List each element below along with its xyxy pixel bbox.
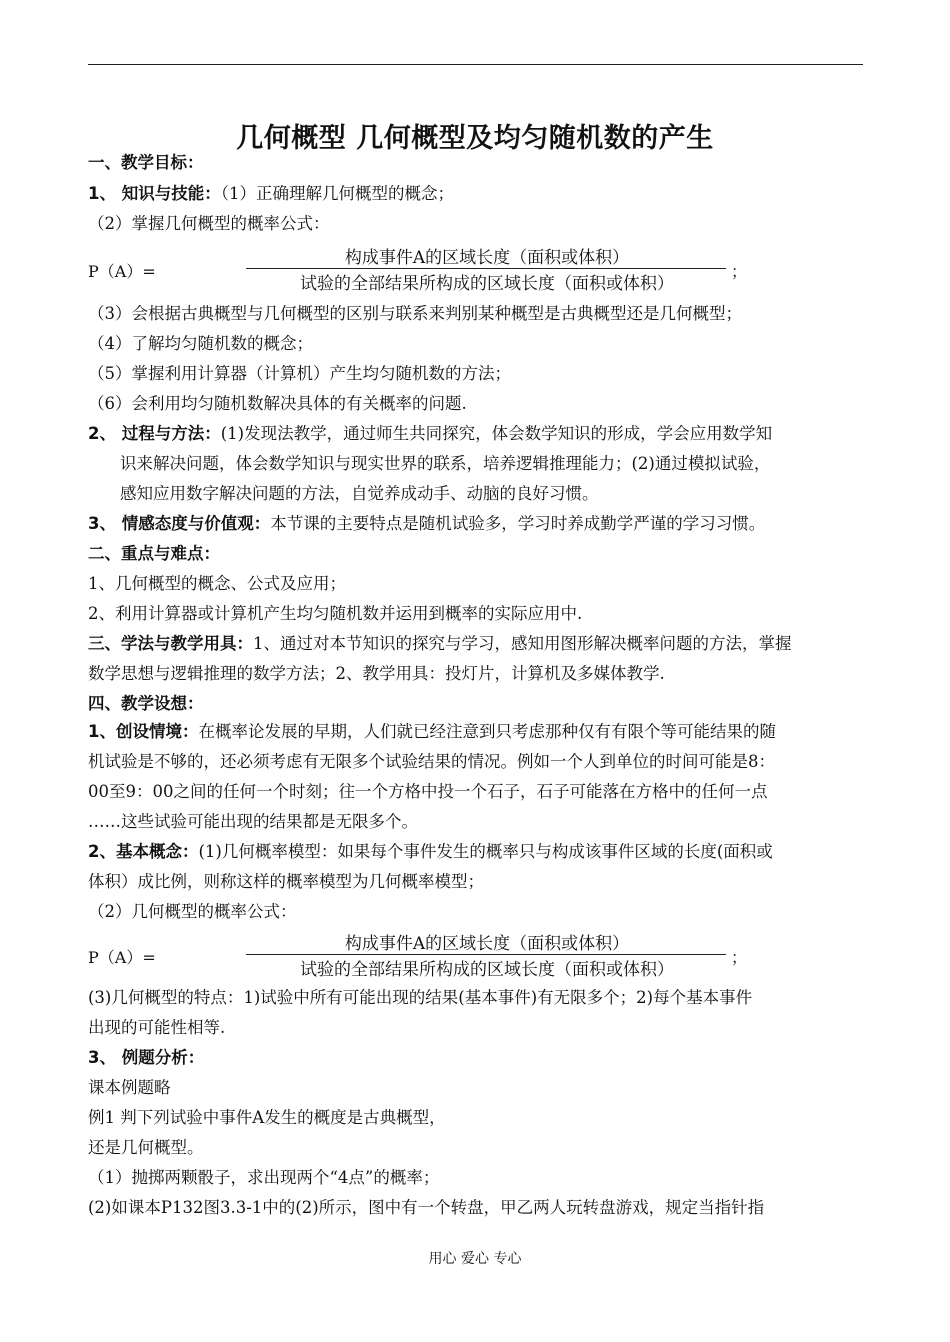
item-label: 2、基本概念： — [88, 842, 199, 861]
section-heading: 四、教学设想： — [88, 694, 204, 713]
paragraph-line: 还是几何概型。 — [88, 1138, 204, 1157]
paragraph-line — [88, 632, 866, 656]
paragraph-line: （2）几何概型的概率公式： — [88, 902, 297, 921]
paragraph-line: （3）会根据古典概型与几何概型的区别与联系来判别某种概型是古典概型还是几何概型； — [88, 304, 742, 323]
formula-lhs: P（A）= — [88, 948, 156, 967]
formula-semicolon: ； — [731, 262, 748, 281]
page-title: 几何概型 几何概型及均匀随机数的产生 — [236, 123, 714, 154]
paragraph-line: 感知应用数字解决问题的方法，自觉养成动手、动脑的良好习惯。 — [120, 484, 599, 503]
formula-numerator: 构成事件A的区域长度（面积或体积） — [344, 248, 630, 268]
paragraph-line — [88, 182, 866, 206]
item-text: 本节课的主要特点是随机试验多，学习时养成勤学严谨的学习习惯。 — [270, 514, 766, 533]
paragraph-line: （1）抛掷两颗骰子，求出现两个“4点”的概率； — [88, 1168, 440, 1187]
item-label: 3、 情感态度与价值观： — [88, 514, 271, 533]
paragraph-line: ……这些试验可能出现的结果都是无限多个。 — [88, 812, 418, 831]
paragraph-line: (3)几何概型的特点：1)试验中所有可能出现的结果(基本事件)有无限多个；2)每个基本事件 — [88, 988, 753, 1007]
item-text: （1）正确理解几何概型的概念； — [220, 184, 454, 203]
formula-lhs: P（A）= — [88, 262, 156, 281]
paragraph-line: 00至9：00之间的任何一个时刻；往一个方格中投一个石子，石子可能落在方格中的任何一点 — [88, 782, 768, 801]
section-heading: 一、教学目标： — [88, 153, 204, 172]
section-heading-inline: 三、学法与教学用具： — [88, 634, 253, 653]
paragraph-line: 识来解决问题，体会数学知识与现实世界的联系，培养逻辑推理能力；(2)通过模拟试验， — [120, 454, 771, 473]
paragraph-line: 体积）成比例，则称这样的概率模型为几何概率模型； — [88, 872, 484, 891]
page-footer: 用心 爱心 专心 — [428, 1251, 522, 1267]
item-text: (1)发现法教学，通过师生共同探究，体会数学知识的形成，学会应用数学知 — [220, 424, 773, 443]
paragraph-line: 数学思想与逻辑推理的数学方法；2、教学用具：投灯片，计算机及多媒体教学. — [88, 664, 665, 683]
paragraph-line: （5）掌握利用计算器（计算机）产生均匀随机数的方法； — [88, 364, 511, 383]
paragraph-line: （6）会利用均匀随机数解决具体的有关概率的问题. — [88, 394, 467, 413]
item-label: 2、 过程与方法： — [88, 424, 221, 443]
formula-numerator: 构成事件A的区域长度（面积或体积） — [344, 934, 630, 954]
item-text: 1、通过对本节知识的探究与学习，感知用图形解决概率问题的方法，掌握 — [253, 634, 792, 653]
formula-semicolon: ； — [731, 948, 748, 967]
section-heading: 二、重点与难点： — [88, 544, 220, 563]
paragraph-line: （2）掌握几何概型的概率公式： — [88, 214, 330, 233]
probability-formula — [88, 243, 748, 299]
formula-denominator: 试验的全部结果所构成的区域长度（面积或体积） — [300, 960, 674, 980]
paragraph-line: 2、利用计算器或计算机产生均匀随机数并运用到概率的实际应用中. — [88, 604, 583, 623]
paragraph-line — [88, 840, 866, 864]
item-text: (1)几何概率模型：如果每个事件发生的概率只与构成该事件区域的长度(面积或 — [198, 842, 773, 861]
paragraph-line: (2)如课本P132图3.3-1中的(2)所示，图中有一个转盘，甲乙两人玩转盘游戏，规定当指针指 — [88, 1198, 765, 1217]
paragraph-line: 课本例题略 — [88, 1078, 171, 1097]
probability-formula — [88, 929, 748, 985]
section-heading: 3、 例题分析： — [88, 1048, 205, 1067]
paragraph-line: 机试验是不够的，还必须考虑有无限多个试验结果的情况。例如一个人到单位的时间可能是8： — [88, 752, 775, 771]
paragraph-line — [88, 720, 866, 744]
paragraph-line: 出现的可能性相等. — [88, 1018, 226, 1037]
paragraph-line — [88, 512, 866, 536]
item-label: 1、创设情境： — [88, 722, 199, 741]
item-label: 1、 知识与技能： — [88, 184, 221, 203]
paragraph-line — [88, 422, 866, 446]
paragraph-line: 例1 判下列试验中事件A发生的概度是古典概型， — [88, 1108, 446, 1127]
paragraph-line: （4）了解均匀随机数的概念； — [88, 334, 313, 353]
paragraph-line: 1、几何概型的概念、公式及应用； — [88, 574, 346, 593]
item-text: 在概率论发展的早期，人们就已经注意到只考虑那种仅有有限个等可能结果的随 — [198, 722, 776, 741]
formula-denominator: 试验的全部结果所构成的区域长度（面积或体积） — [300, 274, 674, 294]
header-rule — [88, 64, 863, 65]
